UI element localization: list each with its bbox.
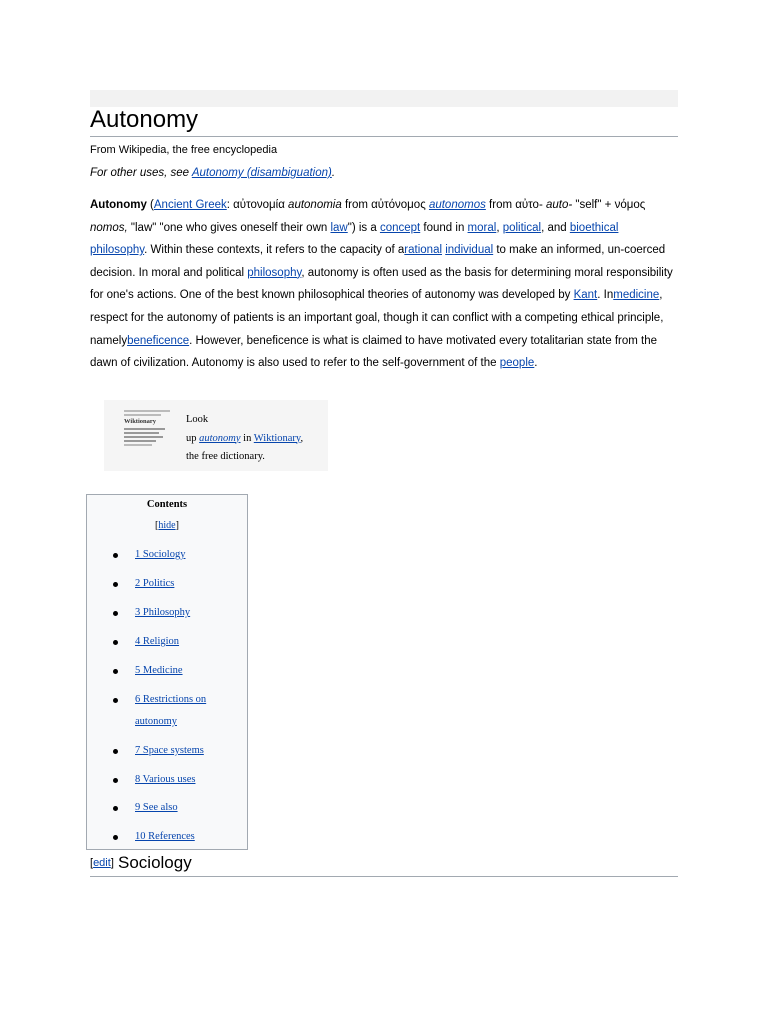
- lead-text: , autonomy is often used as the basis for determining moral responsibility for one's actions. One of the best known philosophical theories of autonomy was developed by: [90, 266, 673, 302]
- toc-link[interactable]: autonomy: [135, 716, 177, 727]
- section-heading: Sociology: [118, 853, 192, 872]
- wiktionary-look: Look: [186, 414, 209, 425]
- section-header-sociology: [90, 853, 678, 877]
- toc-link[interactable]: 3 Philosophy: [135, 607, 191, 618]
- wiktionary-box: [104, 400, 328, 471]
- toc-link[interactable]: 7 Space systems: [135, 745, 204, 756]
- site-tagline: From Wikipedia, the free encyclopedia: [90, 144, 278, 156]
- auto-term: auto-: [545, 199, 573, 211]
- wiktionary-comma: ,: [300, 432, 304, 444]
- wiktionary-text: [186, 411, 303, 467]
- political-link[interactable]: political: [502, 221, 542, 234]
- philosophy-link-2[interactable]: philosophy: [247, 266, 302, 279]
- wiktionary-link[interactable]: Wiktionary: [253, 432, 301, 444]
- lead-text: . However, beneficence is what is claimed to have motivated every totalitarian state from the dawn of civilization. Autonomy is also used to refer to the self-government of the: [90, 334, 658, 370]
- bullet-icon: [113, 698, 118, 703]
- bullet-icon: [113, 749, 118, 754]
- lead-text: to make an informed, un-coerced decision. In moral and political: [90, 244, 666, 279]
- lead-text: .: [534, 357, 538, 370]
- toc-link[interactable]: 4 Religion: [135, 636, 180, 647]
- wiktionary-term-link[interactable]: autonomy: [199, 432, 241, 444]
- toc-hide-link[interactable]: hide: [158, 520, 176, 531]
- medicine-link[interactable]: medicine: [613, 289, 660, 302]
- law-link[interactable]: law: [330, 221, 348, 234]
- page-title: Autonomy: [90, 106, 678, 137]
- rational-link[interactable]: rational: [404, 244, 443, 257]
- individual-link[interactable]: individual: [445, 244, 494, 257]
- ancient-greek-link[interactable]: Ancient Greek: [153, 199, 227, 211]
- bullet-icon: [113, 806, 118, 811]
- toc-title: Contents: [146, 499, 188, 510]
- bullet-icon: [113, 835, 118, 840]
- section-edit: [90, 857, 114, 869]
- lead-text: . Within these contexts, it refers to the capacity of a: [144, 244, 405, 257]
- lead-text: "law" "one who gives oneself their own: [127, 221, 331, 234]
- edit-bracket-open: [: [90, 857, 94, 869]
- toc-link[interactable]: 9 See also: [135, 802, 178, 813]
- wiktionary-logo: [124, 408, 170, 460]
- lead-term: Autonomy: [90, 199, 147, 211]
- lead-text: : αὐτονομία: [226, 199, 289, 211]
- bioethical-link[interactable]: bioethical: [569, 221, 619, 234]
- toc-link[interactable]: 5 Medicine: [135, 665, 183, 676]
- page-top-bar: [90, 90, 678, 107]
- moral-link[interactable]: moral: [467, 221, 497, 234]
- toc-link[interactable]: 6 Restrictions on: [135, 694, 207, 705]
- lead-text: ") is a: [347, 221, 380, 234]
- lead-text: "self" + νόμος: [572, 199, 646, 211]
- philosophy-link[interactable]: philosophy: [90, 244, 145, 257]
- beneficence-link[interactable]: beneficence: [127, 334, 190, 347]
- toc-link[interactable]: 2 Politics: [135, 578, 175, 589]
- bullet-icon: [113, 582, 118, 587]
- lead-text: found in: [420, 221, 468, 234]
- toc-bracket-open: [: [155, 520, 159, 531]
- toc-link[interactable]: 10 References: [135, 831, 195, 842]
- lead-text: from αὐτο-: [485, 199, 546, 211]
- wiktionary-up: up: [186, 432, 200, 444]
- hatnote: [90, 167, 335, 179]
- edit-link[interactable]: edit: [93, 857, 111, 869]
- lead-text: , and: [541, 221, 570, 234]
- kant-link[interactable]: Kant: [573, 289, 598, 302]
- hatnote-suffix: .: [331, 167, 336, 179]
- people-link[interactable]: people: [499, 357, 535, 370]
- autonomos-link[interactable]: autonomos: [428, 199, 486, 211]
- edit-bracket-close: ]: [110, 857, 114, 869]
- bullet-icon: [113, 778, 118, 783]
- toc-bracket-close: ]: [175, 520, 179, 531]
- wiktionary-in: in: [240, 432, 254, 444]
- disambiguation-link[interactable]: Autonomy (disambiguation): [191, 167, 332, 179]
- lead-text: , respect for the autonomy of patients is an important goal, though it can conflict with a competing ethical principle, namely: [90, 289, 664, 347]
- lead-text: from αὐτόνομος: [341, 199, 429, 211]
- lead-text: (: [146, 199, 154, 211]
- toc-hide-toggle: [87, 520, 247, 531]
- table-of-contents: [86, 494, 248, 850]
- wiktionary-tail: the free dictionary.: [186, 451, 265, 462]
- wiktionary-logo-title: Wiktionary: [124, 418, 157, 425]
- toc-link[interactable]: 8 Various uses: [135, 774, 196, 785]
- autonomia-term: autonomia: [288, 199, 342, 211]
- lead-paragraph: [90, 194, 678, 375]
- lead-text: ,: [496, 221, 503, 234]
- toc-link[interactable]: 1 Sociology: [135, 549, 186, 560]
- bullet-icon: [113, 669, 118, 674]
- nomos-term: nomos,: [90, 221, 128, 234]
- lead-text: . In: [597, 289, 614, 302]
- bullet-icon: [113, 640, 118, 645]
- bullet-icon: [113, 611, 118, 616]
- concept-link[interactable]: concept: [379, 221, 421, 234]
- bullet-icon: [113, 553, 118, 558]
- hatnote-prefix: For other uses, see: [90, 167, 192, 179]
